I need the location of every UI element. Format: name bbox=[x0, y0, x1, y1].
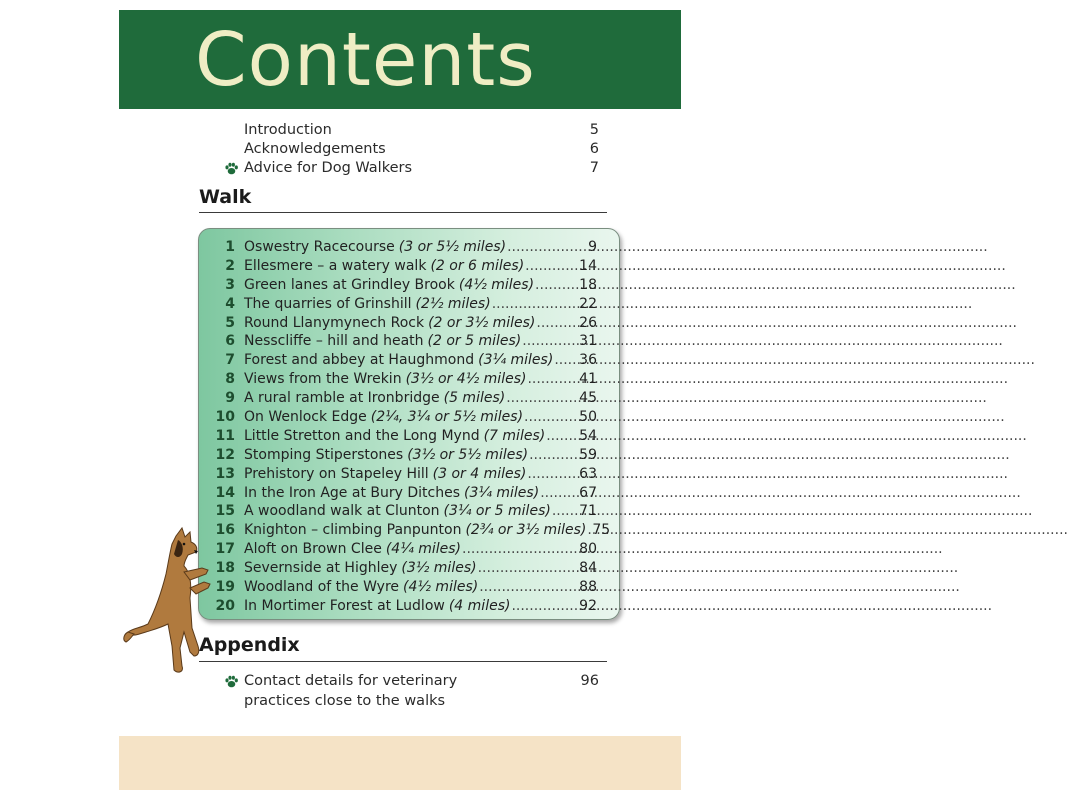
walk-page-number: 75 bbox=[592, 522, 611, 539]
walk-item[interactable] bbox=[213, 446, 597, 465]
walk-entry bbox=[244, 427, 597, 446]
walk-entry bbox=[244, 540, 597, 559]
walks-list bbox=[213, 238, 611, 616]
appendix-item[interactable] bbox=[244, 671, 599, 711]
walk-distance: (2¼, 3¼ or 5½ miles) bbox=[370, 409, 524, 426]
footer-band bbox=[119, 736, 681, 790]
dot-leader bbox=[479, 578, 578, 597]
walk-item[interactable] bbox=[213, 521, 611, 540]
walk-entry bbox=[244, 351, 597, 370]
appendix-page: 96 bbox=[580, 673, 599, 689]
walk-title: On Wenlock Edge bbox=[244, 409, 367, 426]
dot-leader bbox=[554, 351, 578, 370]
walk-entry bbox=[244, 314, 597, 333]
walk-number: 8 bbox=[225, 371, 235, 388]
appendix-list bbox=[244, 671, 599, 711]
dot-leader bbox=[527, 465, 578, 484]
dot-leader bbox=[524, 408, 578, 427]
walk-distance: (3 or 4 miles) bbox=[432, 465, 527, 482]
walk-page-number: 26 bbox=[579, 314, 597, 331]
front-matter-page: 5 bbox=[589, 122, 599, 138]
walk-item[interactable] bbox=[213, 370, 597, 389]
walk-title: Forest and abbey at Haughmond bbox=[244, 352, 475, 369]
page-title: Contents bbox=[195, 17, 536, 103]
walk-page-number: 41 bbox=[579, 371, 597, 388]
walk-entry bbox=[244, 295, 597, 314]
walk-distance: (3½ or 4½ miles) bbox=[405, 371, 527, 388]
walk-number: 18 bbox=[215, 560, 235, 577]
walk-item[interactable] bbox=[213, 578, 597, 597]
front-matter-item[interactable] bbox=[244, 140, 599, 159]
dot-leader bbox=[506, 389, 578, 408]
walk-title: Stomping Stiperstones bbox=[244, 446, 404, 463]
front-matter-label: Advice for Dog Walkers bbox=[244, 160, 413, 176]
dot-leader bbox=[525, 257, 578, 276]
dot-leader bbox=[552, 502, 578, 521]
walk-distance: (4¼ miles) bbox=[385, 541, 462, 558]
walk-number: 20 bbox=[215, 597, 235, 614]
walk-number: 11 bbox=[215, 427, 235, 444]
walk-entry bbox=[244, 257, 597, 276]
walk-item[interactable] bbox=[213, 502, 597, 521]
walk-page-number: 92 bbox=[579, 597, 597, 614]
walk-entry bbox=[244, 484, 597, 503]
walk-entry bbox=[244, 559, 597, 578]
front-matter-item[interactable] bbox=[244, 121, 599, 140]
walk-page-number: 22 bbox=[579, 295, 597, 312]
walk-page-number: 59 bbox=[579, 446, 597, 463]
walk-page-number: 80 bbox=[579, 541, 597, 558]
walk-item[interactable] bbox=[213, 257, 597, 276]
walk-number: 1 bbox=[225, 239, 235, 255]
dot-leader bbox=[478, 559, 579, 578]
dot-leader bbox=[536, 314, 578, 333]
walk-entry bbox=[244, 276, 597, 295]
walk-title: In Mortimer Forest at Ludlow bbox=[244, 597, 445, 614]
walk-page-number: 36 bbox=[579, 352, 597, 369]
walk-entry bbox=[244, 502, 597, 521]
walk-entry bbox=[244, 597, 597, 616]
walk-number: 10 bbox=[215, 409, 235, 426]
walk-page-number: 88 bbox=[579, 579, 597, 596]
walk-number: 16 bbox=[215, 522, 235, 539]
walk-entry bbox=[244, 521, 611, 540]
walk-distance: (3¼ miles) bbox=[478, 352, 554, 369]
walk-title: Aloft on Brown Clee bbox=[244, 541, 382, 558]
walk-item[interactable] bbox=[213, 389, 597, 408]
walk-entry bbox=[244, 238, 597, 257]
dot-leader bbox=[522, 332, 578, 351]
front-matter-page: 6 bbox=[589, 141, 599, 157]
walk-title: Knighton – climbing Panpunton bbox=[244, 522, 462, 539]
walk-entry bbox=[244, 332, 597, 351]
walk-item[interactable] bbox=[213, 597, 597, 616]
walk-entry bbox=[244, 370, 597, 389]
walk-title: Green lanes at Grindley Brook bbox=[244, 276, 455, 293]
walk-title: Little Stretton and the Long Mynd bbox=[244, 427, 480, 444]
walk-distance: (3 or 5½ miles) bbox=[398, 239, 507, 255]
dot-leader bbox=[587, 521, 591, 540]
walk-number: 19 bbox=[215, 579, 235, 596]
dot-leader bbox=[462, 540, 578, 559]
walk-distance: (4½ miles) bbox=[458, 276, 535, 293]
walk-section-heading: Walk bbox=[199, 186, 252, 208]
dot-leader bbox=[546, 427, 578, 446]
appendix-label: Contact details for veterinary practices close to the walks bbox=[244, 673, 458, 709]
walk-item[interactable] bbox=[213, 465, 597, 484]
walk-item[interactable] bbox=[213, 276, 597, 295]
walk-distance: (2¾ or 3½ miles) bbox=[465, 522, 587, 539]
walk-number: 9 bbox=[225, 390, 235, 407]
walk-entry bbox=[244, 389, 597, 408]
dot-leader bbox=[511, 597, 578, 616]
walk-entry bbox=[244, 578, 597, 597]
appendix-section-heading: Appendix bbox=[199, 634, 300, 656]
dot-leader bbox=[540, 484, 578, 503]
walk-title: A woodland walk at Clunton bbox=[244, 503, 440, 520]
walk-heading-rule bbox=[199, 212, 607, 213]
walk-title: Views from the Wrekin bbox=[244, 371, 402, 388]
front-matter-item[interactable] bbox=[244, 159, 599, 178]
walk-distance: (2 or 6 miles) bbox=[430, 257, 525, 274]
walk-page-number: 45 bbox=[579, 390, 597, 407]
walk-distance: (2 or 5 miles) bbox=[427, 333, 522, 350]
walk-title: Round Llanymynech Rock bbox=[244, 314, 425, 331]
walk-distance: (4½ miles) bbox=[403, 579, 479, 596]
walk-distance: (2 or 3½ miles) bbox=[428, 314, 536, 331]
walk-page-number: 54 bbox=[579, 427, 597, 444]
walk-title: Nesscliffe – hill and heath bbox=[244, 333, 424, 350]
front-matter-label: Acknowledgements bbox=[244, 141, 386, 157]
walk-item[interactable] bbox=[213, 332, 597, 351]
walk-page-number: 67 bbox=[579, 484, 597, 501]
walk-number: 7 bbox=[225, 352, 235, 369]
walk-entry bbox=[244, 446, 597, 465]
walk-title: Prehistory on Stapeley Hill bbox=[244, 465, 429, 482]
dot-leader bbox=[529, 446, 578, 465]
walk-distance: (3½ miles) bbox=[401, 560, 477, 577]
walk-page-number: 71 bbox=[579, 503, 597, 520]
walk-title: The quarries of Grinshill bbox=[244, 295, 412, 312]
walk-distance: (7 miles) bbox=[483, 427, 546, 444]
walk-title: Woodland of the Wyre bbox=[244, 579, 400, 596]
walk-page-number: 50 bbox=[579, 409, 597, 426]
walk-entry bbox=[244, 465, 597, 484]
walk-item[interactable] bbox=[213, 314, 597, 333]
walk-number: 6 bbox=[225, 333, 235, 350]
paw-icon bbox=[224, 161, 239, 176]
front-matter-list bbox=[244, 121, 599, 178]
walk-item[interactable] bbox=[213, 408, 597, 427]
walk-number: 12 bbox=[215, 446, 235, 463]
walk-page-number: 31 bbox=[579, 333, 597, 350]
walk-title: Oswestry Racecourse bbox=[244, 239, 395, 255]
walk-page-number: 14 bbox=[579, 257, 597, 274]
walk-item[interactable] bbox=[213, 295, 597, 314]
walk-page-number: 63 bbox=[579, 465, 597, 482]
walk-page-number: 18 bbox=[579, 276, 597, 293]
walk-title: A rural ramble at Ironbridge bbox=[244, 390, 440, 407]
walk-distance: (2½ miles) bbox=[415, 295, 491, 312]
walk-number: 13 bbox=[215, 465, 235, 482]
dot-leader bbox=[527, 370, 578, 389]
walk-page-number: 84 bbox=[579, 560, 597, 577]
walk-item[interactable] bbox=[213, 540, 597, 559]
walk-distance: (3¼ or 5 miles) bbox=[443, 503, 551, 520]
walk-title: In the Iron Age at Bury Ditches bbox=[244, 484, 460, 501]
walk-number: 4 bbox=[225, 295, 235, 312]
dot-leader bbox=[492, 295, 578, 314]
walk-distance: (3½ or 5½ miles) bbox=[407, 446, 529, 463]
walk-title: Severnside at Highley bbox=[244, 560, 398, 577]
walk-number: 14 bbox=[215, 484, 235, 501]
walk-number: 15 bbox=[215, 503, 235, 520]
front-matter-page: 7 bbox=[589, 160, 599, 176]
walk-title: Ellesmere – a watery walk bbox=[244, 257, 427, 274]
walk-page-number: 9 bbox=[588, 239, 597, 255]
dot-leader bbox=[507, 238, 587, 257]
walk-distance: (5 miles) bbox=[443, 390, 506, 407]
paw-icon bbox=[224, 674, 239, 689]
dot-leader bbox=[535, 276, 578, 295]
walk-distance: (4 miles) bbox=[448, 597, 511, 614]
walk-number: 3 bbox=[225, 276, 235, 293]
walk-item[interactable] bbox=[213, 559, 597, 578]
walk-number: 5 bbox=[225, 314, 235, 331]
appendix-heading-rule bbox=[199, 661, 607, 662]
walk-item[interactable] bbox=[213, 351, 597, 370]
walk-item[interactable] bbox=[213, 484, 597, 503]
walk-entry bbox=[244, 408, 597, 427]
walk-item[interactable] bbox=[213, 427, 597, 446]
walk-number: 2 bbox=[225, 257, 235, 274]
walk-item[interactable] bbox=[213, 238, 597, 257]
walk-number: 17 bbox=[215, 541, 235, 558]
front-matter-label: Introduction bbox=[244, 122, 332, 138]
walk-distance: (3¼ miles) bbox=[464, 484, 540, 501]
